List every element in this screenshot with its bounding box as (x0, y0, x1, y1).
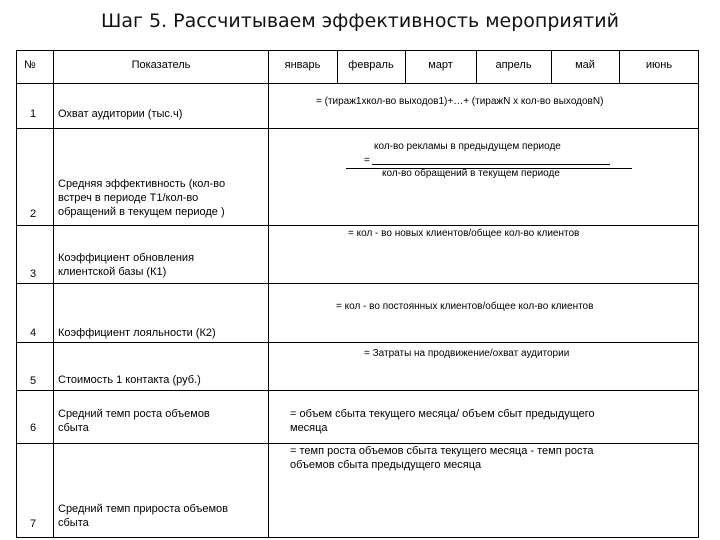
fraction-line (372, 164, 610, 165)
formula-text: = темп роста объемов сбыта текущего месяца - темп роста (290, 445, 594, 457)
formula-text: месяца (290, 422, 328, 434)
indicator-text: Средний темп роста объемов (58, 408, 210, 420)
row-number: 6 (30, 422, 37, 434)
page-title: Шаг 5. Рассчитываем эффективность мероприятий (101, 10, 619, 32)
header-num: № (24, 59, 36, 71)
indicator-text: Средний темп прироста объемов (58, 503, 228, 515)
indicator-text: Коэффициент обновления (58, 252, 195, 264)
header-month: июнь (645, 59, 673, 71)
table-border-left (16, 50, 17, 538)
formula-text: = кол - во новых клиентов/общее кол-во клиентов (348, 228, 580, 239)
header-month: февраль (348, 59, 394, 71)
row-divider (16, 283, 699, 284)
table-border-bottom (16, 537, 699, 538)
formula-equals: = (364, 155, 370, 166)
row-divider (16, 128, 699, 129)
row-number: 5 (30, 375, 37, 387)
row-divider (16, 225, 699, 226)
table-border-top (16, 50, 699, 51)
header-month: январь (284, 59, 321, 71)
table-border-right (698, 50, 699, 538)
indicator-text: сбыта (58, 422, 89, 434)
row-number: 1 (30, 108, 37, 120)
formula-text: объемов сбыта предыдущего месяца (290, 459, 482, 471)
indicator-text: клиентской базы (К1) (58, 266, 167, 278)
header-month: май (575, 59, 595, 71)
col-divider (268, 50, 269, 538)
header-month: март (428, 59, 453, 71)
indicator-text: Стоимость 1 контакта (руб.) (58, 374, 201, 386)
row-divider (16, 342, 699, 343)
header-indicator: Показатель (131, 59, 191, 71)
row-number: 4 (30, 327, 37, 339)
indicator-text: Охват аудитории (тыс.ч) (58, 108, 183, 120)
indicator-text: Коэффициент лояльности (К2) (58, 327, 216, 339)
row-divider (16, 83, 699, 84)
formula-text: = Затраты на продвижение/охват аудитории (364, 348, 570, 359)
header-month: апрель (495, 59, 532, 71)
formula-text: = объем сбыта текущего месяца/ объем сбыт предыдущего (290, 408, 595, 420)
indicator-text: Средняя эффективность (кол-во (58, 178, 226, 190)
col-divider (53, 50, 54, 538)
formula-numerator: кол-во рекламы в предыдущем периоде (374, 141, 561, 152)
indicator-text: обращений в текущем периоде ) (58, 206, 225, 218)
indicator-text: встреч в периоде Т1/кол-во (58, 192, 199, 204)
formula-text: = кол - во постоянных клиентов/общее кол-во клиентов (336, 301, 594, 312)
row-divider (16, 390, 699, 391)
row-number: 2 (30, 208, 37, 220)
row-number: 3 (30, 268, 37, 280)
row-number: 7 (30, 518, 37, 530)
formula-text: = (тираж1хкол-во выходов1)+…+ (тиражN х кол-во выходовN) (316, 96, 604, 107)
formula-denominator: кол-во обращений в текущем периоде (382, 168, 560, 179)
indicator-text: сбыта (58, 517, 89, 529)
efficiency-table (16, 50, 699, 538)
